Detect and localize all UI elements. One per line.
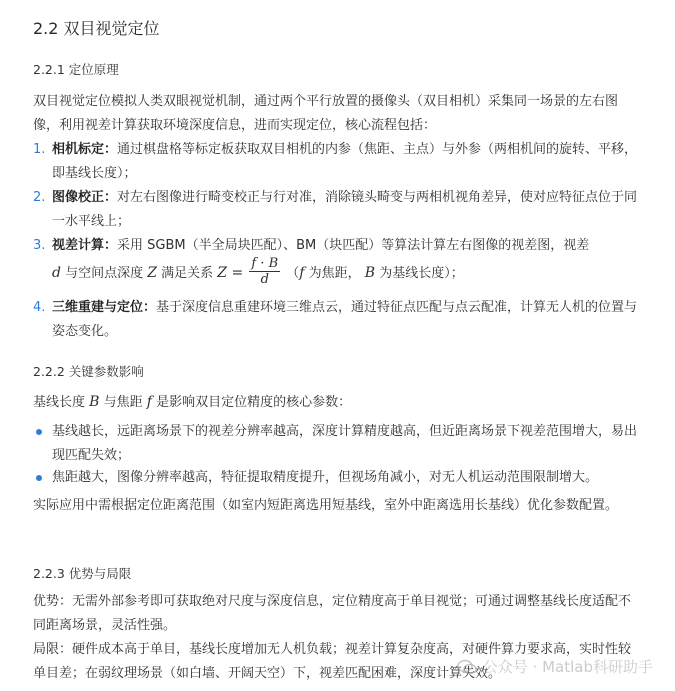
bullet-dot: [36, 475, 42, 481]
intro-text: 是影响双目定位精度的核心参数：: [156, 395, 352, 410]
watermark-text: 公众号 · Matlab科研助手: [482, 658, 653, 676]
list-item-reconstruction: [33, 296, 639, 344]
list-item-term: 三维重建与定位：: [52, 300, 157, 315]
section-heading: 2.2 双目视觉定位: [33, 19, 160, 38]
list-item-text: 为基线长度）；: [379, 266, 464, 281]
math-symbol-f: f: [299, 265, 305, 281]
bullet-text: 基线越长，远距离场景下的视差分辨率越高，深度计算精度越高，但近距离场景下视差范围增大，易出现匹配失效；: [52, 424, 638, 463]
subsection-title-principle: 2.2.1 定位原理: [33, 62, 119, 77]
subsection-title-pros-cons: 2.2.3 优势与局限: [33, 566, 132, 581]
list-item-text: 基于深度信息重建环境三维点云，通过特征点匹配与点云配准，计算无人机的位置与姿态变化。: [52, 300, 638, 339]
bullet-text: 焦距越大，图像分辨率越高，特征提取精度提升，但视场角减小，对无人机运动范围限制增大。: [52, 470, 599, 485]
list-item-text: 采用 SGBM（半全局块匹配）、BM（块匹配）等算法计算左右图像的视差图，视差: [117, 238, 590, 253]
math-symbol-Z: Z: [147, 265, 157, 281]
intro-text: 与焦距: [103, 395, 143, 410]
math-symbol-f: f: [146, 394, 152, 410]
list-item-disparity: [33, 234, 639, 289]
list-item-term: 相机标定：: [52, 142, 118, 157]
bullet-dot: [36, 429, 42, 435]
equation-lhs: Z =: [217, 265, 244, 281]
parameters-intro: [33, 390, 639, 415]
intro-text: 基线长度: [33, 395, 86, 410]
math-symbol-d: d: [52, 265, 61, 281]
bullet-item-focal-length: [33, 466, 639, 490]
list-item-calibration: [33, 138, 639, 186]
wechat-icon: [457, 659, 477, 675]
parameters-note: 实际应用中需根据定位距离范围（如室内短距离选用短基线，室外中距离选用长基线）优化参数配置。: [33, 498, 619, 513]
list-number: 3.: [33, 238, 46, 253]
list-number: 1.: [33, 142, 46, 157]
list-item-text: （: [286, 266, 300, 281]
fraction-denominator: d: [260, 272, 269, 287]
list-number: 2.: [33, 190, 46, 205]
equation-fraction: [249, 256, 280, 287]
limitations-paragraph: 局限：硬件成本高于单目，基线长度增加无人机负载；视差计算复杂度高，对硬件算力要求高，实时性较单目差；在弱纹理场景（如白墙、开阔天空）下，视差匹配困难，深度计算失效。: [33, 642, 632, 681]
list-item-term: 视差计算：: [52, 238, 118, 253]
list-item-text: 为焦距，: [308, 266, 361, 281]
list-item-rectification: [33, 186, 639, 234]
subsection-title-parameters: 2.2.2 关键参数影响: [33, 364, 144, 379]
fraction-numerator: f · B: [251, 256, 279, 271]
bullet-item-baseline: [33, 420, 639, 468]
list-item-term: 图像校正：: [52, 190, 118, 205]
advantages-paragraph: 优势：无需外部参考即可获取绝对尺度与深度信息，定位精度高于单目视觉；可通过调整基线长度适配不同距离场景，灵活性强。: [33, 594, 632, 633]
principle-intro: 双目视觉定位模拟人类双眼视觉机制，通过两个平行放置的摄像头（双目相机）采集同一场景的左右图像，利用视差计算获取环境深度信息，进而实现定位，核心流程包括：: [33, 94, 619, 133]
list-item-text: 对左右图像进行畸变校正与行对准，消除镜头畸变与两相机视角差异，使对应特征点位于同一水平线上；: [52, 190, 638, 229]
list-number: 4.: [33, 300, 46, 315]
list-item-text: 通过棋盘格等标定板获取双目相机的内参（焦距、主点）与外参（两相机间的旋转、平移，即基线长度）；: [52, 142, 638, 181]
watermark: [457, 656, 653, 677]
list-item-text: 与空间点深度: [65, 266, 144, 281]
math-symbol-B: B: [364, 265, 376, 281]
list-item-text: 满足关系: [161, 266, 214, 281]
math-symbol-B: B: [89, 394, 100, 410]
